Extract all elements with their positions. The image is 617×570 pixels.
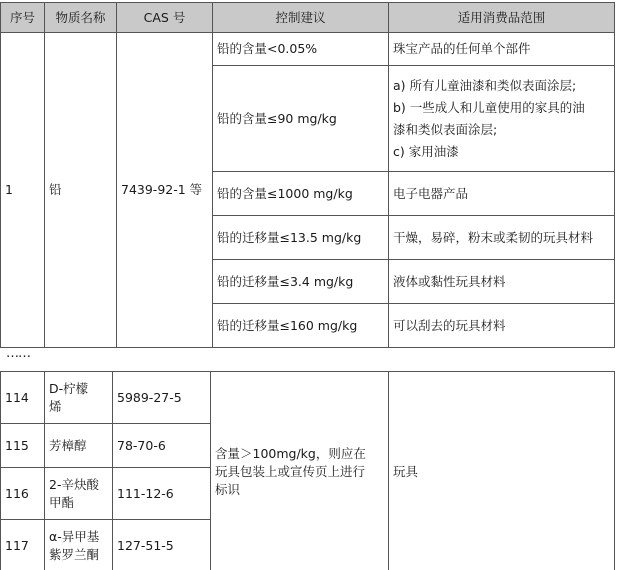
scope-line: b) 一些成人和儿童使用的家具的油	[393, 99, 585, 115]
fragrance-cas-cell: 78-70-6	[113, 424, 211, 468]
control-cell: 铅的迁移量≤3.4 mg/kg	[213, 260, 389, 304]
table-row	[1, 33, 615, 66]
control-cell: 铅的含量≤90 mg/kg	[213, 66, 389, 172]
fragrance-name-cell	[45, 372, 113, 424]
scope-cell: 电子电器产品	[389, 172, 615, 216]
scope-line: a) 所有儿童油漆和类似表面涂层;	[393, 77, 577, 93]
name-line: 芳樟醇	[49, 437, 87, 453]
name-line: 甲酯	[49, 494, 75, 510]
header-scope: 适用消费品范围	[389, 3, 615, 33]
fragrance-scope-cell: 玩具	[389, 372, 615, 570]
scope-line: 漆和类似表面涂层;	[393, 121, 498, 137]
header-no: 序号	[1, 3, 45, 33]
fragrance-name-cell	[45, 468, 113, 520]
fragrance-substance-table	[0, 371, 615, 570]
name-line: 2-辛炔酸	[49, 476, 99, 492]
table-header-row	[1, 3, 615, 33]
lead-no-cell: 1	[1, 33, 45, 348]
name-line: 紫罗兰酮	[49, 546, 100, 562]
scope-cell: 可以刮去的玩具材料	[389, 304, 615, 348]
fragrance-no-cell: 114	[1, 372, 45, 424]
header-name: 物质名称	[45, 3, 117, 33]
fragrance-no-cell: 115	[1, 424, 45, 468]
scope-cell: 珠宝产品的任何单个部件	[389, 33, 615, 66]
control-line: 含量＞100mg/kg，则应在	[215, 445, 366, 461]
control-cell: 铅的迁移量≤160 mg/kg	[213, 304, 389, 348]
omission-ellipsis: ……	[6, 346, 30, 361]
scope-cell: 液体或黏性玩具材料	[389, 260, 615, 304]
lead-substance-table	[0, 2, 615, 348]
name-line: 烯	[49, 398, 62, 414]
control-cell: 铅的迁移量≤13.5 mg/kg	[213, 216, 389, 260]
name-line: α-异甲基	[49, 528, 100, 544]
fragrance-name-cell	[45, 424, 113, 468]
name-line: D-柠檬	[49, 380, 89, 396]
fragrance-cas-cell: 127-51-5	[113, 520, 211, 570]
fragrance-control-cell	[211, 372, 389, 570]
header-cas: CAS 号	[117, 3, 213, 33]
fragrance-cas-cell: 5989-27-5	[113, 372, 211, 424]
scope-line: c) 家用油漆	[393, 143, 459, 159]
control-line: 标识	[215, 481, 241, 497]
control-cell: 铅的含量<0.05%	[213, 33, 389, 66]
scope-cell: 干燥，易碎，粉末或柔韧的玩具材料	[389, 216, 615, 260]
fragrance-no-cell: 117	[1, 520, 45, 570]
lead-cas-cell: 7439-92-1 等	[117, 33, 213, 348]
control-cell: 铅的含量≤1000 mg/kg	[213, 172, 389, 216]
table-row	[1, 372, 615, 424]
fragrance-name-cell	[45, 520, 113, 570]
lead-name-cell: 铅	[45, 33, 117, 348]
header-control: 控制建议	[213, 3, 389, 33]
fragrance-no-cell: 116	[1, 468, 45, 520]
control-line: 玩具包装上或宣传页上进行	[215, 463, 366, 479]
fragrance-cas-cell: 111-12-6	[113, 468, 211, 520]
scope-cell	[389, 66, 615, 172]
